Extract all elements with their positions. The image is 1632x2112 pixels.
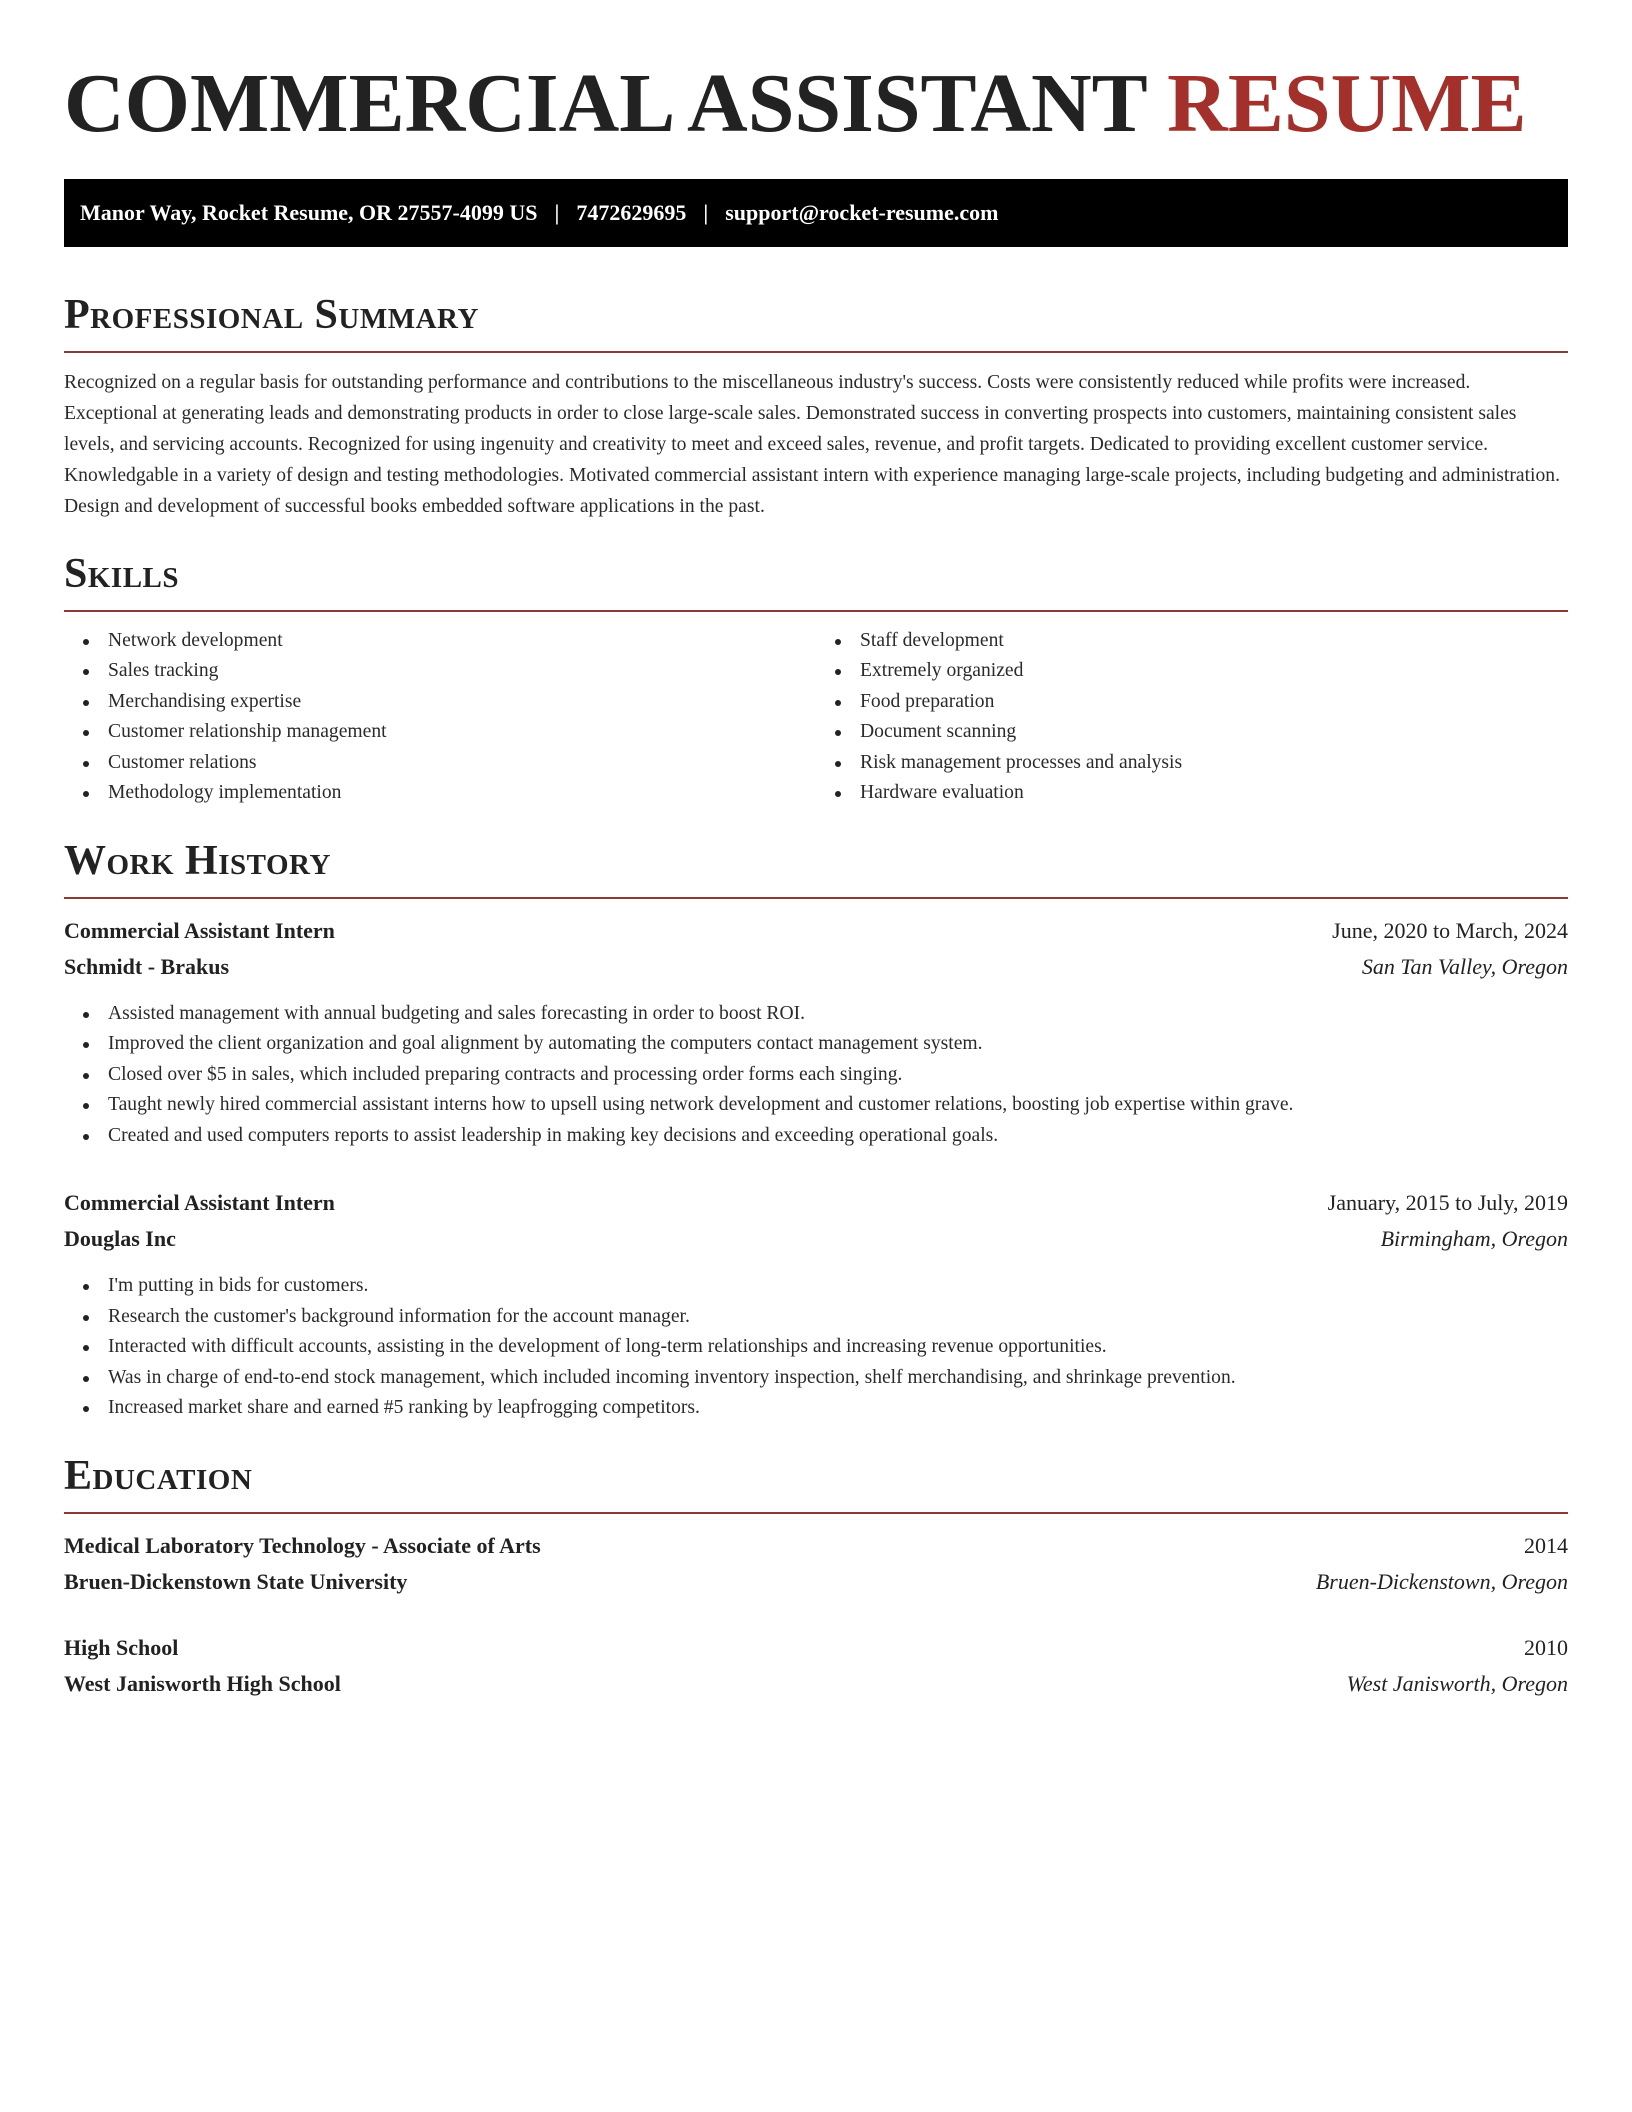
job-company: Schmidt - Brakus — [64, 953, 230, 979]
job-bullet: Improved the client organization and goal alignment by automating the computers contact management system. — [108, 1029, 1568, 1060]
job-bullet: Increased market share and earned #5 ranking by leapfrogging competitors. — [108, 1393, 1568, 1424]
skill-item: Merchandising expertise — [108, 687, 816, 718]
summary-section — [64, 293, 1568, 522]
education-entry — [64, 1528, 1568, 1600]
job-bullets — [64, 1271, 1568, 1424]
contact-bar — [64, 179, 1568, 247]
job-bullet: Research the customer's background information for the account manager. — [108, 1302, 1568, 1333]
contact-phone: 7472629695 — [576, 199, 687, 225]
education-year: 2014 — [1524, 1532, 1568, 1558]
skill-item: Sales tracking — [108, 656, 816, 687]
skill-item: Hardware evaluation — [860, 778, 1568, 809]
education-degree-row — [64, 1630, 1568, 1666]
education-entry — [64, 1630, 1568, 1702]
summary-text: Recognized on a regular basis for outstanding performance and contributions to the miscellaneous industry's success. Costs were consistently reduced while profits were increased. Exceptional at generating leads and demonstrating products in order to close large-scale sales. Demonstrated success in converting prospects into customers, maintaining consistent sales levels, and servicing accounts. Recognized for using ingenuity and creativity to meet and exceed sales, revenue, and profit targets. Dedicated to providing excellent customer service. Knowledgable in a variety of design and testing methodologies. Motivated commercial assistant intern with experience managing large-scale projects, including budgeting and administration. Design and development of successful books embedded software applications in the past. — [64, 371, 1560, 517]
education-school: Bruen-Dickenstown State University — [64, 1568, 408, 1594]
skills-list-right — [816, 626, 1568, 809]
skills-section — [64, 552, 1568, 809]
work-section — [64, 839, 1568, 1424]
education-school-row — [64, 1564, 1568, 1600]
education-degree-row — [64, 1528, 1568, 1564]
skill-item: Extremely organized — [860, 656, 1568, 687]
education-school-row — [64, 1666, 1568, 1702]
title-main: COMMERCIAL ASSISTANT — [64, 57, 1147, 150]
skill-item: Food preparation — [860, 687, 1568, 718]
job-title-row — [64, 1185, 1568, 1221]
work-heading: Work History — [64, 837, 331, 884]
education-degree: High School — [64, 1634, 179, 1660]
education-year: 2010 — [1524, 1634, 1568, 1660]
skill-item: Customer relations — [108, 748, 816, 779]
job-location: Birmingham, Oregon — [1380, 1226, 1568, 1252]
job-entry — [64, 913, 1568, 1152]
skill-item: Network development — [108, 626, 816, 657]
education-location: Bruen-Dickenstown, Oregon — [1315, 1568, 1568, 1594]
job-dates: January, 2015 to July, 2019 — [1327, 1190, 1568, 1216]
education-degree: Medical Laboratory Technology - Associate of Arts — [64, 1532, 541, 1558]
contact-separator: | — [554, 199, 560, 225]
section-divider — [64, 897, 1568, 899]
skill-item: Methodology implementation — [108, 778, 816, 809]
education-location: West Janisworth, Oregon — [1346, 1670, 1568, 1696]
education-school: West Janisworth High School — [64, 1670, 341, 1696]
job-company-row — [64, 949, 1568, 985]
skill-item: Staff development — [860, 626, 1568, 657]
job-bullet: Interacted with difficult accounts, assisting in the development of long-term relationships and increasing revenue opportunities. — [108, 1332, 1568, 1363]
summary-heading: Professional Summary — [64, 291, 479, 338]
contact-separator: | — [703, 199, 709, 225]
job-bullets — [64, 999, 1568, 1152]
job-bullet: Assisted management with annual budgeting and sales forecasting in order to boost ROI. — [108, 999, 1568, 1030]
education-heading: Education — [64, 1452, 253, 1499]
section-divider — [64, 610, 1568, 612]
skills-grid — [64, 626, 1568, 809]
job-dates: June, 2020 to March, 2024 — [1332, 917, 1568, 943]
job-location: San Tan Valley, Oregon — [1361, 953, 1568, 979]
job-bullet: Created and used computers reports to assist leadership in making key decisions and exceeding operational goals. — [108, 1121, 1568, 1152]
section-divider — [64, 351, 1568, 353]
skills-list-left — [64, 626, 816, 809]
job-bullet: I'm putting in bids for customers. — [108, 1271, 1568, 1302]
job-title: Commercial Assistant Intern — [64, 917, 335, 943]
job-entry — [64, 1185, 1568, 1424]
job-bullet: Closed over $5 in sales, which included preparing contracts and processing order forms each singing. — [108, 1060, 1568, 1091]
education-section — [64, 1454, 1568, 1702]
job-bullet: Was in charge of end-to-end stock management, which included incoming inventory inspection, shelf merchandising, and shrinkage prevention. — [108, 1363, 1568, 1394]
contact-address: Manor Way, Rocket Resume, OR 27557-4099 US — [80, 199, 538, 225]
skill-item: Document scanning — [860, 717, 1568, 748]
job-bullet: Taught newly hired commercial assistant interns how to upsell using network development and customer relations, boosting job expertise within grave. — [108, 1090, 1568, 1121]
skills-heading: Skills — [64, 550, 180, 597]
contact-email: support@rocket-resume.com — [725, 199, 999, 225]
job-title: Commercial Assistant Intern — [64, 1190, 335, 1216]
job-company: Douglas Inc — [64, 1226, 176, 1252]
skill-item: Risk management processes and analysis — [860, 748, 1568, 779]
skill-item: Customer relationship management — [108, 717, 816, 748]
job-title-row — [64, 913, 1568, 949]
job-company-row — [64, 1221, 1568, 1257]
section-divider — [64, 1512, 1568, 1514]
resume-title — [64, 56, 1568, 153]
title-accent: RESUME — [1167, 57, 1527, 150]
